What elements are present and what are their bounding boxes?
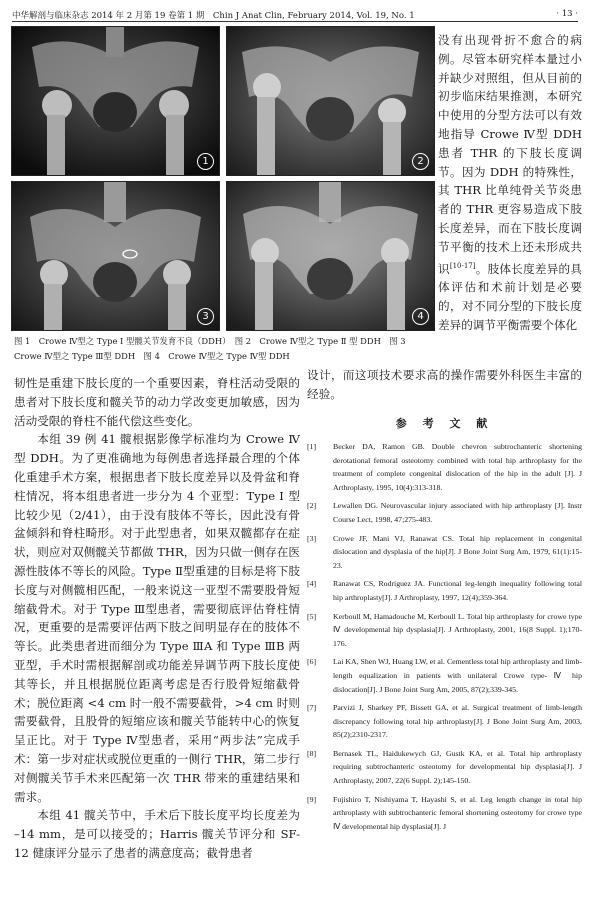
xray-figure-1 <box>11 26 220 176</box>
right-column-continuation: 设计，而这项技术要求高的操作需要外科医生丰富的经验。 <box>307 368 582 401</box>
right-column-text <box>438 31 582 335</box>
figure-caption: 图 1 Crowe Ⅳ型之 Type Ⅰ 型髋关节发育不良（DDH） 图 2 Crowe Ⅳ型之 Type Ⅱ 型 DDH 图 3 Crowe Ⅳ型之 Type Ⅲ型 DDH 图 4 Crowe Ⅳ型之 Type Ⅳ型 DDH <box>14 336 414 361</box>
figure-number-badge: 2 <box>412 153 429 170</box>
reference-text: Lewallen DG. Neurovascular injury associated with hip arthroplasty [J]. Instr Course Lect, 1998, 47;275-483. <box>333 501 582 524</box>
figure-number-badge: 1 <box>197 153 214 170</box>
xray-figure-grid <box>11 26 434 331</box>
reference-item <box>307 532 582 573</box>
paragraph: 韧性是重建下肢长度的一个重要因素，脊柱活动受限的患者对下肢长度和髋关节的动力学改变更加敏感，因为活动受限的脊柱不能代偿这些变化。 <box>14 376 300 428</box>
reference-item <box>307 577 582 604</box>
reference-text: Ranawat CS, Rodriguez JA. Functional leg-length inequality following total hip arthroplasty[J]. J Arthroplasty, 1997, 12(4);359-364. <box>333 579 582 602</box>
paragraph: 本组 41 髋关节中，手术后下肢长度平均长度差为 –14 mm，是可以接受的；Harris 髋关节评分和 SF-12 健康评分显示了患者的满意度高；截骨患者 <box>14 808 300 860</box>
left-column-text <box>14 374 300 863</box>
reference-number: [7] <box>307 703 317 713</box>
figure-number-badge: 3 <box>197 308 214 325</box>
reference-item <box>307 655 582 696</box>
reference-text: Lai KA, Shen WJ, Huang LW, et al. Cementless total hip arthroplasty and limb-length equalization in patients with unilateral Crowe type- Ⅳ hip dislocation[J]. J Bone Joint Surg Am, 2005, 87(2);339-345. <box>333 657 582 694</box>
reference-item <box>307 499 582 526</box>
reference-text: Crowe JF, Mani VJ, Ranawat CS. Total hip replacement in congenital dislocation and dysplasia of the hip[J]. J Bone Joint Surg Am, 1979, 61(1):15-23. <box>333 533 582 570</box>
page-number: · 13 · <box>556 9 578 19</box>
reference-item <box>307 440 582 494</box>
reference-number: [4] <box>307 579 317 589</box>
running-header <box>12 7 578 22</box>
xray-figure-3 <box>11 181 220 331</box>
reference-text: Bernasek TL, Haidukewych GJ, Gustk KA, et al. Total hip arthroplasty requiring subtrochanteric osteotomy for developmental hip dysplasia[J]. J Arthroplasty, 2007, 22(6 Suppl. 2);145-150. <box>333 748 582 786</box>
journal-header: 中华解剖与临床杂志 2014 年 2 月第 19 卷第 1 期 Chin J Anat Clin, February 2014, Vol. 19, No. 1 <box>12 11 415 21</box>
reference-item <box>307 701 582 742</box>
reference-number: [3] <box>307 533 317 543</box>
reference-item <box>307 793 582 834</box>
reference-number: [5] <box>307 611 317 621</box>
figure-number-badge: 4 <box>412 308 429 325</box>
right-column-body: 没有出现骨折不愈合的病例。尽管本研究样本量过小并缺少对照组，但从目前的初步临床结果推测，本研究中使用的分型方法可以有效地指导 Crowe Ⅳ型 DDH 患者 THR 的下肢长度调节。因为 DDH 的特殊性，其 THR 比单纯骨关节炎患者的 THR 更容易造成下肢长度差异，而在下肢长度调节平衡的技术上还未形成共识 <box>438 33 582 276</box>
reference-number: [6] <box>307 657 317 667</box>
reference-item <box>307 747 582 788</box>
reference-item <box>307 610 582 651</box>
references-heading: 参 考 文 献 <box>395 417 494 430</box>
reference-number: [9] <box>307 794 317 804</box>
reference-text: Fujishiro T, Nishiyama T, Hayashi S, et al. Leg length change in total hip arthroplasty with subtrochanteric femoral shortening osteotomy for crowe type Ⅳ developmental hip dysplasia[J]. J <box>333 794 582 831</box>
paragraph: 本组 39 例 41 髋根据影像学标准均为 Crowe Ⅳ型 DDH。为了更准确地为每例患者选择最合理的个体化重建手术方案，根据患者下肢长度差异以及骨盆和脊柱情况，将本组患者进一步分为 4 个亚型：Type Ⅰ 型比较少见（2/41），由于没有肢体不等长，因此没有骨盆倾斜和脊柱畸形。对于此型患者，如果双髋都存在症状，则应对双侧髋关节都做 THR，因为只做一侧存在医源性肢体不等长的风险。Type Ⅱ型重建的目标是将下肢长度与对侧髋相匹配，一般来说这一亚型不需要股骨短缩截骨术。对于 Type Ⅲ型患者，需要彻底评估脊柱情况，更重要的是需要评估两下肢之间明显存在的肢体不等长。此类患者进而细分为 Type ⅢA 和 Type ⅢB 两亚型，手术时需根据解剖或功能差异调节两下肢长度使其等长，并且根据脱位距离考虑是否行股骨短缩截骨术；脱位距离 <4 cm 时一般不需要截骨，>4 cm 时则需要截骨，且股骨的短缩应该和髋关节能转中心的恢复呈正比。对于 Type Ⅳ型患者，采用“两步法”完成手术：第一步对症状或脱位更重的一侧行 THR，第二步行对侧髋关节手术来匹配第一次 THR 带来的重建结果和需求。 <box>14 432 300 804</box>
citation-superscript: [10-17] <box>449 261 476 270</box>
reference-list <box>307 440 582 838</box>
reference-text: Kerboull M, Hamadouche M, Kerboull L. Total hip arthroplasty for crowe type Ⅳ developmental hip dysplasia[J]. J Arthroplasty, 2001, 16(8 Suppl. 1);170-176. <box>333 611 582 648</box>
reference-text: Becker DA, Ramon GB. Double chevron subtrochanteric shortening derotational femoral osteotomy combined with total hip arthroplasty for the treatment of complete congenital dislocation of the hip in the adult [J]. J Arthroplasty, 1995, 10(4):313-318. <box>333 442 582 492</box>
reference-text: Parvizi J, Sharkey PF, Bissett GA, et al. Surgical treatment of limb-length discrepancy following total hip arthroplasty[J]. J Bone Joint Surg Am, 2003, 85(2);2310-2317. <box>333 703 582 740</box>
reference-number: [2] <box>307 501 317 511</box>
reference-number: [1] <box>307 442 317 451</box>
reference-number: [8] <box>307 748 317 758</box>
xray-figure-4 <box>226 181 435 331</box>
xray-figure-2 <box>226 26 435 176</box>
right-column-body-end: 。肢体长度差异的具体评估和术前计划是必要的，对不同分型的下肢长度差异的调节平衡需要个体化 <box>438 261 582 332</box>
